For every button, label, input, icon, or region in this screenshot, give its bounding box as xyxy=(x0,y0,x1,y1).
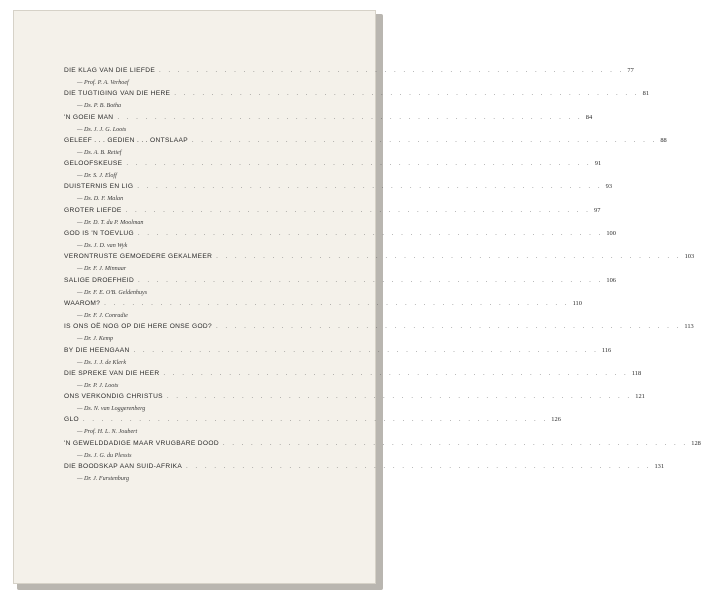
entry-title: BY DIE HEENGAAN xyxy=(64,346,130,354)
entry-title: GOD IS 'N TOEVLUG xyxy=(64,230,134,238)
entry-author: Ds. J. J. G. Loots xyxy=(83,126,127,133)
entry-author-line xyxy=(64,148,368,158)
page-number: 103 xyxy=(684,253,695,261)
dot-leader: . . . . . . . . . . . . . . . . . . . . . . . . . . . . . . . . . . . . . . . . . . . . . . . . . . xyxy=(138,231,604,238)
toc-entry-line xyxy=(64,113,593,125)
entry-author-line xyxy=(64,334,368,344)
entry-author: Dr. F. J. Minnaar xyxy=(83,266,127,273)
toc-entry xyxy=(64,183,613,206)
toc-entry xyxy=(64,206,601,230)
toc-entry-line xyxy=(64,230,616,241)
toc-entry xyxy=(64,230,616,253)
entry-author: Dr. S. J. Eloff xyxy=(83,173,117,180)
entry-title: GELOOFSKEUSE xyxy=(64,160,123,168)
page-number: 93 xyxy=(605,183,613,191)
toc-entry xyxy=(64,253,695,276)
toc-entry-line xyxy=(64,393,645,404)
entry-author-line xyxy=(64,101,368,111)
dot-leader: . . . . . . . . . . . . . . . . . . . . . . . . . . . . . . . . . . . . . . . . . . . . . . . . . . xyxy=(159,68,625,74)
author-dash: — xyxy=(77,196,83,203)
toc-entry-line xyxy=(64,160,602,171)
page-number: 116 xyxy=(601,346,612,354)
entry-title: 'N GEWELDDADIGE MAAR VRUGBARE DOOD xyxy=(64,439,219,447)
page-number: 110 xyxy=(572,299,582,307)
toc-entry-line xyxy=(64,67,634,78)
book-page xyxy=(13,10,701,584)
toc-entry xyxy=(64,276,616,300)
dot-leader: . . . . . . . . . . . . . . . . . . . . . . . . . . . . . . . . . . . . . . . . . . . . . . . . . . xyxy=(117,114,583,121)
entry-author-line xyxy=(64,194,368,204)
entry-title: DIE SPREKE VAN DIE HEER xyxy=(64,369,160,377)
author-dash: — xyxy=(77,266,83,273)
entry-author: Ds. J. G. du Plessis xyxy=(83,452,132,459)
author-dash: — xyxy=(77,289,83,296)
author-dash: — xyxy=(77,126,83,133)
toc-entry xyxy=(64,463,665,486)
toc-entry-line xyxy=(64,463,665,474)
author-dash: — xyxy=(77,219,83,226)
toc-entry xyxy=(64,90,650,113)
page-number: 118 xyxy=(631,369,642,377)
toc-entry-line xyxy=(64,323,694,334)
entry-author-line xyxy=(64,218,368,228)
entry-author-line xyxy=(64,474,368,484)
author-dash: — xyxy=(77,149,83,156)
entry-title: ONS VERKONDIG CHRISTUS xyxy=(64,393,163,401)
entry-author-line xyxy=(64,78,368,88)
toc-entry xyxy=(64,67,634,90)
entry-author: Ds. A. B. Retief xyxy=(83,149,122,156)
toc-entry xyxy=(64,136,667,160)
toc-entry xyxy=(64,369,642,393)
author-dash: — xyxy=(77,452,83,459)
entry-title: GELEEF . . . GEDIEN . . . ONTSLAAP xyxy=(64,136,189,144)
page-number: 77 xyxy=(627,67,634,74)
toc-entry-line xyxy=(64,276,616,288)
dot-leader: . . . . . . . . . . . . . . . . . . . . . . . . . . . . . . . . . . . . . . . . . . . . . . . . . . xyxy=(82,417,549,424)
page-number: 113 xyxy=(684,323,694,331)
entry-title: GROTER LIEFDE xyxy=(64,206,122,214)
entry-title: IS ONS OË NOG OP DIE HERE ONSE GOD? xyxy=(64,323,213,331)
entry-author: Dr. J. Furstenburg xyxy=(83,476,130,483)
entry-title: WAAROM? xyxy=(64,299,101,307)
entry-title: DUISTERNIS EN LIG xyxy=(64,183,134,191)
dot-leader: . . . . . . . . . . . . . . . . . . . . . . . . . . . . . . . . . . . . . . . . . . . . . . . . . . xyxy=(174,91,640,98)
toc-entry-line xyxy=(64,299,582,311)
author-dash: — xyxy=(77,382,83,389)
dot-leader: . . . . . . . . . . . . . . . . . . . . . . . . . . . . . . . . . . . . . . . . . . . . . . . . . . xyxy=(216,324,682,331)
table-of-contents xyxy=(64,67,701,486)
dot-leader: . . . . . . . . . . . . . . . . . . . . . . . . . . . . . . . . . . . . . . . . . . . . . . . . . . xyxy=(222,440,689,447)
toc-entry-line xyxy=(64,183,613,194)
entry-author: Ds. J. J. de Klerk xyxy=(83,359,127,366)
toc-entry xyxy=(64,439,701,463)
dot-leader: . . . . . . . . . . . . . . . . . . . . . . . . . . . . . . . . . . . . . . . . . . . . . . . . . . xyxy=(137,184,603,191)
entry-author: Prof. P. A. Verhoef xyxy=(83,80,129,86)
page-number: 106 xyxy=(606,276,616,284)
entry-author-line xyxy=(64,241,368,251)
dot-leader: . . . . . . . . . . . . . . . . . . . . . . . . . . . . . . . . . . . . . . . . . . . . . . . . . . xyxy=(104,300,570,307)
author-dash: — xyxy=(77,80,83,86)
dot-leader: . . . . . . . . . . . . . . . . . . . . . . . . . . . . . . . . . . . . . . . . . . . . . . . . . . xyxy=(138,277,604,284)
toc-entry xyxy=(64,113,593,137)
author-dash: — xyxy=(77,476,83,483)
author-dash: — xyxy=(77,173,83,180)
toc-entry-line xyxy=(64,346,612,358)
entry-title: DIE BOODSKAP AAN SUID-AFRIKA xyxy=(64,463,183,471)
author-dash: — xyxy=(77,406,83,413)
toc-entry-line xyxy=(64,253,695,264)
dot-leader: . . . . . . . . . . . . . . . . . . . . . . . . . . . . . . . . . . . . . . . . . . . . . . . . . . xyxy=(133,347,599,354)
entry-author: Ds. D. F. Malan xyxy=(83,196,124,203)
entry-author: Ds. N. van Loggerenberg xyxy=(83,406,146,413)
page-number: 97 xyxy=(594,206,601,214)
entry-title: DIE KLAG VAN DIE LIEFDE xyxy=(64,67,156,74)
entry-author-line xyxy=(64,125,368,135)
toc-entry xyxy=(64,393,645,416)
toc-entry xyxy=(64,346,612,370)
page-number: 81 xyxy=(642,90,650,98)
dot-leader: . . . . . . . . . . . . . . . . . . . . . . . . . . . . . . . . . . . . . . . . . . . . . . . . . . xyxy=(192,137,658,144)
dot-leader: . . . . . . . . . . . . . . . . . . . . . . . . . . . . . . . . . . . . . . . . . . . . . . . . . . xyxy=(166,394,633,401)
entry-author: Dr. D. T. du P. Moolman xyxy=(83,219,144,226)
entry-author-line xyxy=(64,264,368,274)
toc-entry xyxy=(64,323,694,346)
toc-entry-line xyxy=(64,206,601,218)
dot-leader: . . . . . . . . . . . . . . . . . . . . . . . . . . . . . . . . . . . . . . . . . . . . . . . . . . xyxy=(216,254,682,261)
dot-leader: . . . . . . . . . . . . . . . . . . . . . . . . . . . . . . . . . . . . . . . . . . . . . . . . . . xyxy=(186,464,652,471)
toc-entry-line xyxy=(64,369,642,381)
entry-title: DIE TUGTIGING VAN DIE HERE xyxy=(64,90,171,98)
entry-title: GLO xyxy=(64,416,79,424)
author-dash: — xyxy=(77,243,83,250)
toc-entry-line xyxy=(64,439,701,451)
entry-author: Dr. F. E. O'B. Geldenhuys xyxy=(83,289,148,296)
toc-entry xyxy=(64,299,582,323)
page-number: 121 xyxy=(635,393,645,401)
dot-leader: . . . . . . . . . . . . . . . . . . . . . . . . . . . . . . . . . . . . . . . . . . . . . . . . . . xyxy=(126,161,592,168)
author-dash: — xyxy=(77,312,83,319)
dot-leader: . . . . . . . . . . . . . . . . . . . . . . . . . . . . . . . . . . . . . . . . . . . . . . . . . . xyxy=(125,207,591,214)
toc-entry xyxy=(64,160,602,183)
entry-title: VERONTRUSTE GEMOEDERE GEKALMEER xyxy=(64,253,213,261)
entry-author: Dr. P. J. Loots xyxy=(83,382,119,389)
entry-title: SALIGE DROEFHEID xyxy=(64,276,135,284)
author-dash: — xyxy=(77,359,83,366)
entry-author: Ds. J. D. van Wyk xyxy=(83,243,128,250)
page-number: 128 xyxy=(691,439,701,447)
entry-author-line xyxy=(64,288,368,298)
toc-entry-line xyxy=(64,90,650,101)
entry-author-line xyxy=(64,381,368,391)
entry-author: Dr. J. Kemp xyxy=(83,336,114,343)
page-number: 126 xyxy=(551,416,561,424)
page-number: 131 xyxy=(654,463,665,471)
entry-author: Prof. H. L. N. Joubert xyxy=(83,429,138,436)
entry-author: Dr. F. J. Conradie xyxy=(83,312,128,319)
author-dash: — xyxy=(77,336,83,343)
entry-author-line xyxy=(64,171,368,181)
entry-author-line xyxy=(64,427,368,437)
page-number: 88 xyxy=(660,136,667,144)
entry-author-line xyxy=(64,451,368,461)
toc-entry-line xyxy=(64,416,561,427)
page-number: 91 xyxy=(594,160,602,168)
entry-author-line xyxy=(64,404,368,414)
toc-entry xyxy=(64,416,561,439)
author-dash: — xyxy=(77,429,83,436)
dot-leader: . . . . . . . . . . . . . . . . . . . . . . . . . . . . . . . . . . . . . . . . . . . . . . . . . . xyxy=(163,370,629,377)
entry-title: 'N GOEIE MAN xyxy=(64,113,114,121)
entry-author: Ds. P. B. Botha xyxy=(83,103,122,110)
entry-author-line xyxy=(64,358,368,368)
page-number: 100 xyxy=(606,230,616,238)
toc-entry-line xyxy=(64,136,667,148)
author-dash: — xyxy=(77,103,83,110)
entry-author-line xyxy=(64,311,368,321)
page-number: 84 xyxy=(585,113,593,121)
